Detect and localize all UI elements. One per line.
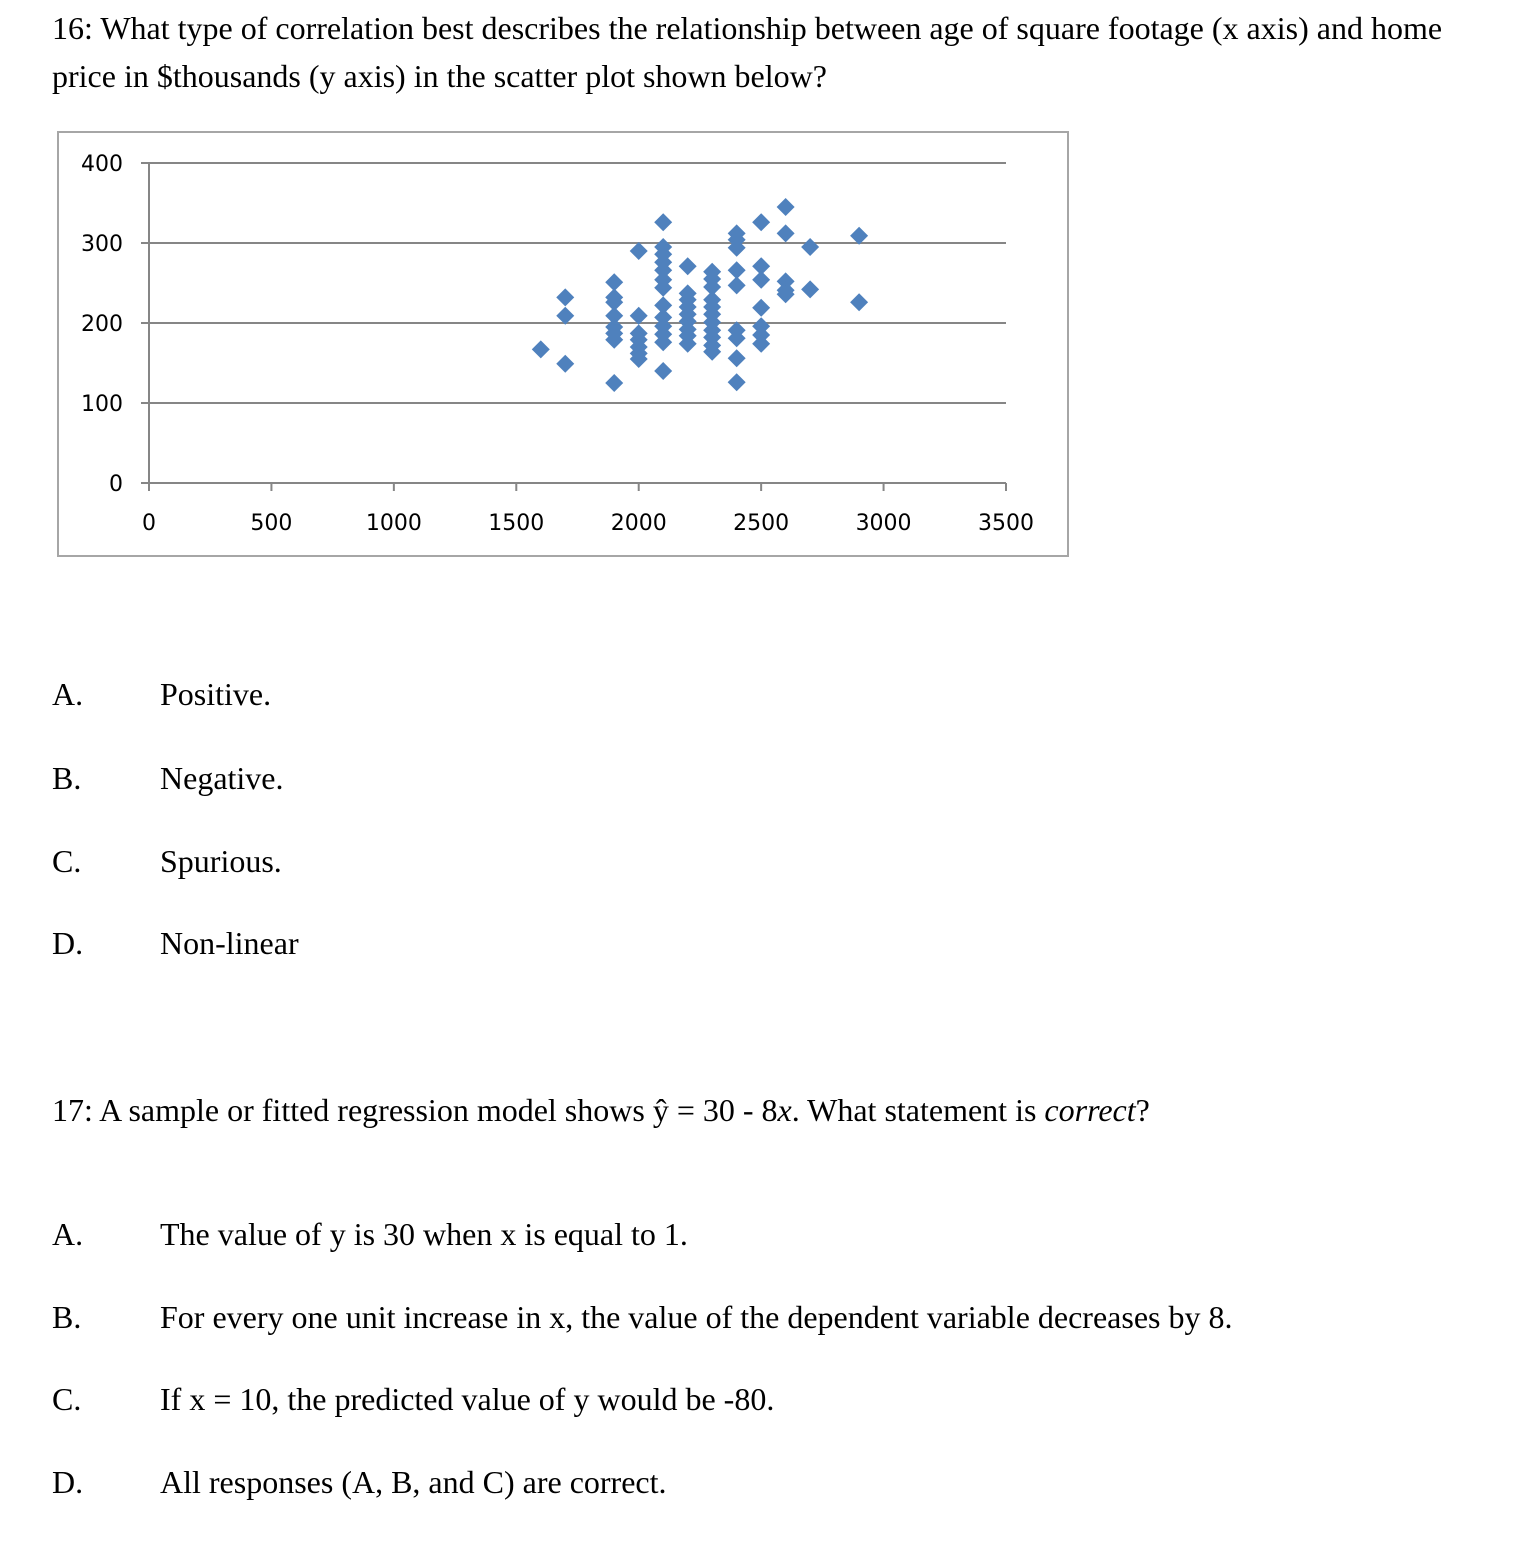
option-letter: A. (52, 676, 84, 712)
data-point (850, 293, 868, 311)
data-point (752, 213, 770, 231)
question-17-text (52, 1086, 1492, 1134)
option-text: All responses (A, B, and C) are correct. (160, 1464, 667, 1500)
option-text: Non-linear (160, 925, 299, 961)
option-letter: C. (52, 1381, 82, 1417)
y-tick-label: 100 (81, 392, 123, 417)
x-tick-label: 500 (250, 511, 293, 536)
data-point (556, 355, 574, 373)
x-tick-label: 3000 (855, 511, 912, 536)
q17-mid: . What statement is (791, 1092, 1045, 1128)
option-letter: B. (52, 760, 82, 796)
option-letter: C. (52, 843, 82, 879)
option-letter: A. (52, 1216, 84, 1252)
q16-option-c[interactable] (52, 841, 282, 881)
data-point (532, 340, 550, 358)
x-tick-label: 1000 (365, 511, 422, 536)
q17-option-a[interactable] (52, 1214, 688, 1254)
data-point (679, 257, 697, 275)
scatter-chart (57, 131, 1069, 557)
data-point (801, 238, 819, 256)
q16-option-b[interactable] (52, 758, 284, 798)
data-point (556, 288, 574, 306)
x-tick-label: 2000 (610, 511, 667, 536)
option-letter: D. (52, 925, 84, 961)
x-tick-label: 2500 (733, 511, 790, 536)
scatter-plot-svg (59, 133, 1067, 555)
x-tick-label: 1500 (488, 511, 545, 536)
y-tick-label: 300 (81, 232, 123, 257)
q16-option-d[interactable] (52, 923, 299, 963)
q17-option-d[interactable] (52, 1462, 667, 1502)
question-16-text: 16: What type of correlation best describes the relationship between age of square footage (x axis) and home price in $thousands (y axis) in the scatter plot shown below? (52, 10, 1443, 94)
option-text: The value of y is 30 when x is equal to 1. (160, 1216, 688, 1252)
y-tick-label: 400 (81, 152, 123, 177)
data-point (728, 276, 746, 294)
data-point (752, 271, 770, 289)
q17-suffix: ? (1135, 1092, 1150, 1128)
y-tick-label: 200 (81, 312, 123, 337)
option-text: If x = 10, the predicted value of y would be -80. (160, 1381, 775, 1417)
q17-var: x (777, 1092, 792, 1128)
option-letter: B. (52, 1299, 82, 1335)
data-point (777, 224, 795, 242)
data-point (654, 213, 672, 231)
option-text: Positive. (160, 676, 272, 712)
option-text: Negative. (160, 760, 284, 796)
q17-prefix: 17: A sample or fitted regression model shows ŷ = 30 - 8 (52, 1092, 778, 1128)
q17-option-b[interactable] (52, 1297, 1232, 1337)
option-text: Spurious. (160, 843, 282, 879)
q16-option-a[interactable] (52, 674, 271, 714)
data-point (777, 198, 795, 216)
x-tick-label: 0 (142, 511, 156, 536)
x-tick-label: 3500 (978, 511, 1034, 536)
data-point (752, 299, 770, 317)
data-point (654, 362, 672, 380)
option-letter: D. (52, 1464, 84, 1500)
data-point (728, 349, 746, 367)
q17-emphasis: correct (1044, 1092, 1136, 1128)
q17-option-c[interactable] (52, 1379, 774, 1419)
option-text: For every one unit increase in x, the value of the dependent variable decreases by 8. (160, 1299, 1233, 1335)
data-point (728, 373, 746, 391)
data-point (801, 280, 819, 298)
y-tick-label: 0 (109, 472, 123, 497)
data-point (605, 374, 623, 392)
data-point (630, 242, 648, 260)
